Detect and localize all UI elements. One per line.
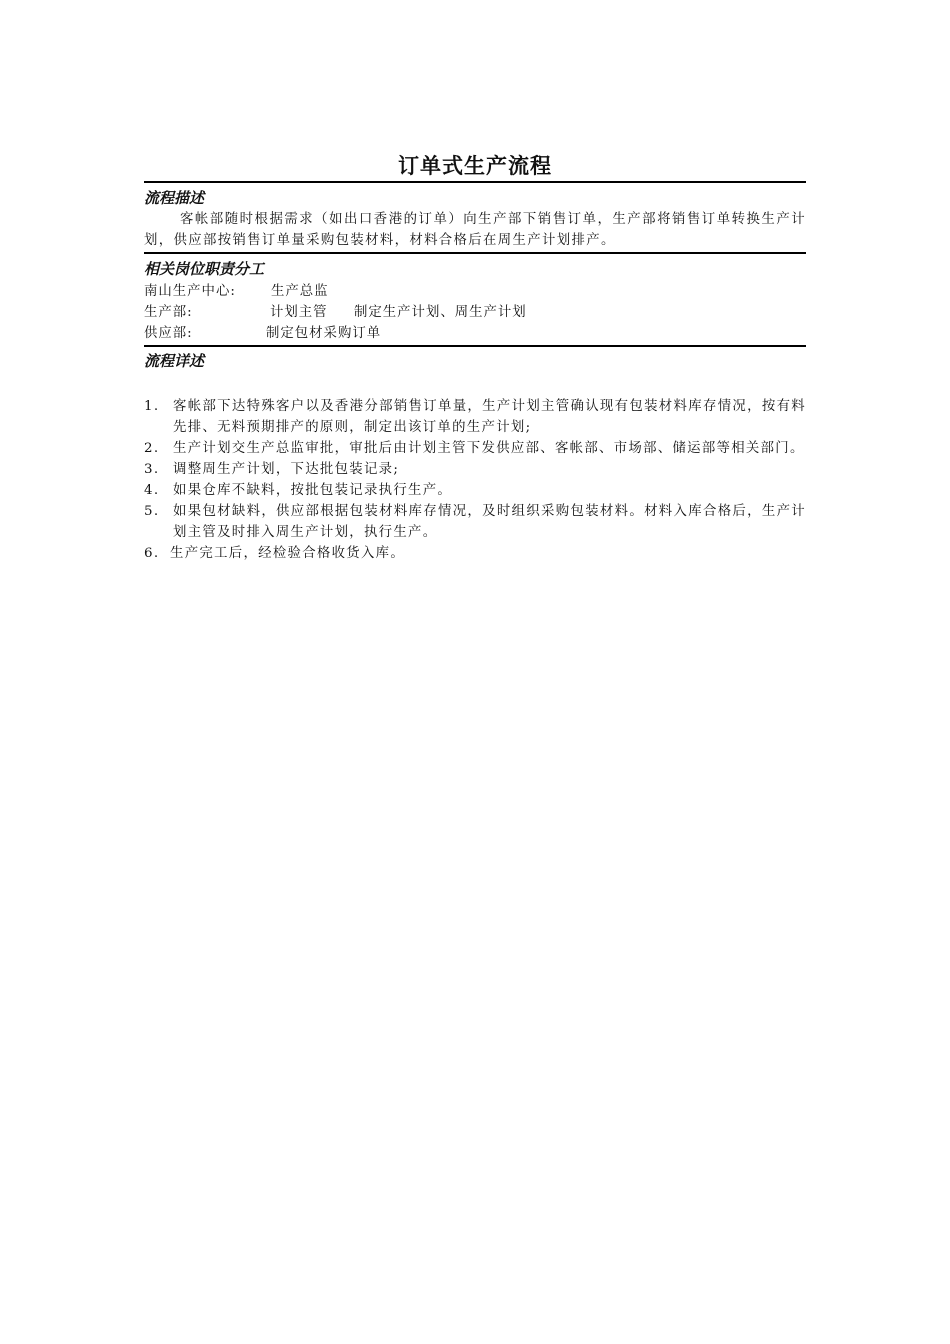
duty-dept: 南山生产中心: [144, 284, 236, 299]
duty-task: 制定生产计划、周生产计划 [354, 305, 527, 320]
process-step [144, 438, 806, 459]
description-divider [144, 252, 806, 254]
step-text: 生产计划交生产总监审批，审批后由计划主管下发供应部、客帐部、市场部、储运部等相关部门。 [173, 441, 805, 456]
step-number: 1. [144, 399, 160, 414]
step-text: 生产完工后，经检验合格收货入库。 [170, 546, 406, 561]
description-paragraph: 客帐部随时根据需求（如出口香港的订单）向生产部下销售订单，生产部将销售订单转换生产计划，供应部按销售订单量采购包装材料，材料合格后在周生产计划排产。 [144, 212, 806, 248]
process-step [144, 480, 806, 501]
step-text: 如果包材缺料，供应部根据包装材料库存情况，及时组织采购包装材料。材料入库合格后，生产计划主管及时排入周生产计划，执行生产。 [173, 504, 806, 540]
step-number: 6. [144, 546, 160, 561]
section-heading-duties: 相关岗位职责分工 [144, 260, 265, 278]
duty-role: 生产总监 [271, 284, 329, 299]
step-text: 调整周生产计划，下达批包装记录; [173, 462, 400, 477]
process-step [144, 396, 806, 438]
step-text: 如果仓库不缺料，按批包装记录执行生产。 [173, 483, 453, 498]
duties-divider [144, 345, 806, 347]
process-step [144, 501, 806, 543]
step-number: 4. [144, 483, 160, 498]
title-divider [144, 181, 806, 183]
duty-role: 制定包材采购订单 [266, 326, 382, 341]
process-steps-list [144, 396, 806, 564]
duty-dept: 供应部: [144, 326, 193, 341]
duty-dept: 生产部: [144, 305, 193, 320]
step-number: 3. [144, 462, 160, 477]
step-text: 客帐部下达特殊客户以及香港分部销售订单量，生产计划主管确认现有包装材料库存情况，按有料先排、无料预期排产的原则，制定出该订单的生产计划; [173, 399, 806, 435]
section-heading-details: 流程详述 [144, 352, 205, 370]
section-heading-description: 流程描述 [144, 189, 205, 207]
step-number: 2. [144, 441, 160, 456]
document-title: 订单式生产流程 [398, 153, 552, 178]
step-number: 5. [144, 504, 160, 519]
process-step [144, 459, 806, 480]
duty-role: 计划主管 [270, 305, 328, 320]
process-step [144, 543, 806, 564]
